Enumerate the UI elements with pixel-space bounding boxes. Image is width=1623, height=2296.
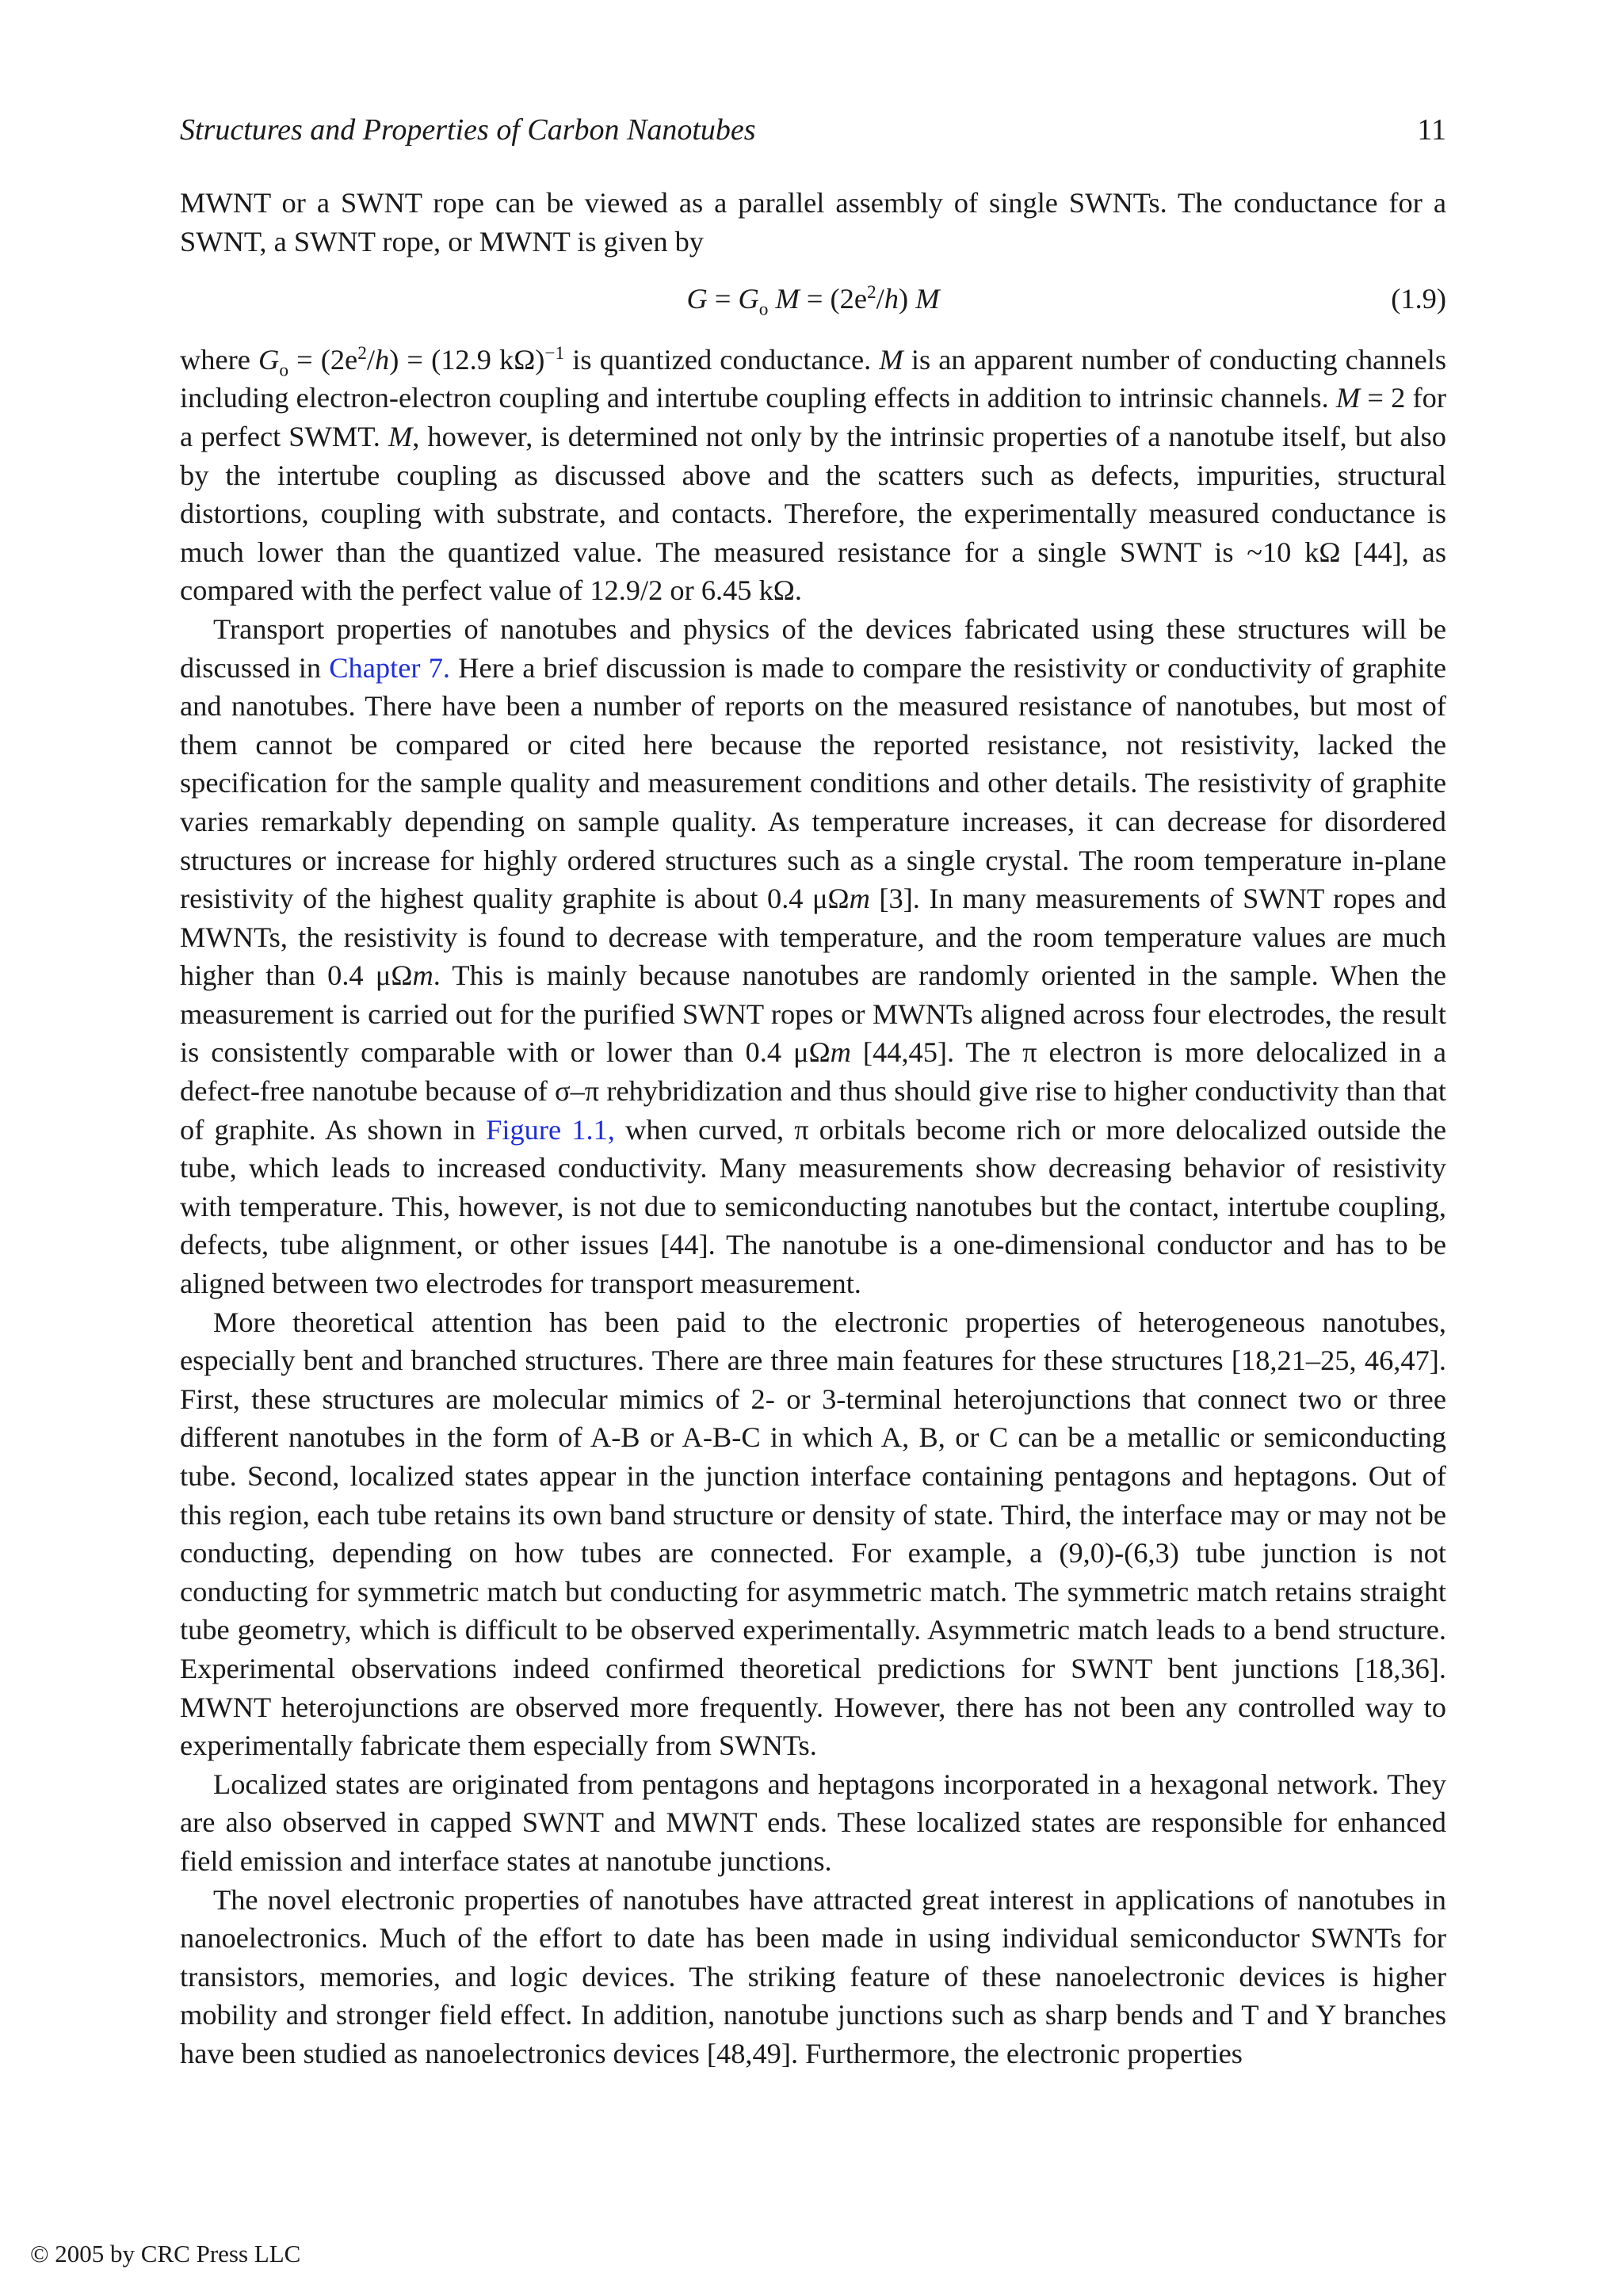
paragraph-3-text-f: when curved, π orbitals become rich or more delocalized outside the tube, which leads to increased conductivity. Many measurements show decreasing behavior of resistivity with temperature. This, however, is not due to semiconducting nanotubes but the contact, intertube coupling, defects, tube alignment, or other issues [44]. The nanotube is a one-dimensional conductor and has to be aligned between two electrodes for transport measurement.	[180, 1113, 1446, 1300]
equation-body: $G = G_o$ $M = (2e^2/h)$ M	[686, 282, 940, 320]
paragraph-5: Localized states are originated from pentagons and heptagons incorporated in a hexagonal network. They are also observed in capped SWNT and MWNT ends. These localized states are responsible for enhanced field emission and interface states at nanotube junctions.	[180, 1768, 1446, 1877]
equation-number: (1.9)	[1391, 283, 1446, 315]
copyright-footer: © 2005 by CRC Press LLC	[30, 2240, 301, 2267]
paragraph-2-text: is determined not only by the intrinsic properties of a nanotube itself, but also by the intertube coupling as discussed above and the scatters such as defects, impurities, structural distortions, coupling with substrate, and contacts. Therefore, the experimentally measured conductance is much lower than the quantized value. The measured resistance for a single SWNT is ~10 kΩ [44], as compared with the perfect value of 12.9/2 or 6.45 kΩ.	[180, 420, 1447, 607]
paragraph-3-text-a: Transport properties of nanotubes and physics of the devices fabricated using these structures will be discussed in	[180, 612, 1446, 684]
paragraph-3-text-b: Here a brief discussion is made to compare the resistivity or conductivity of graphite and nanotubes. There have been a number of reports on the measured resistance of nanotubes, but most of them cannot be compared or cited here because the reported resistance, not resistivity, lacked the specification for the sample quality and measurement conditions and other details. The resistivity of graphite varies remarkably depending on sample quality. As temperature increases, it can decrease for disordered structures or increase for highly ordered structures such as a single crystal. The room temperature in-plane resistivity of the highest quality graphite is about 0.4 μΩ	[180, 651, 1446, 915]
paragraph-4: More theoretical attention has been paid to the electronic properties of heterogeneous nanotubes, especially bent and branched structures. There are three main features for these structures [18,21–25, 46,47]. First, these structures are molecular mimics of 2- or 3-terminal heterojunctions that connect two or three different nanotubes in the form of A-B or A-B-C in which A, B, or C can be a metallic or semiconducting tube. Second, localized states appear in the junction interface containing pentagons and heptagons. Out of this region, each tube retains its own band structure or density of state. Third, the interface may or may not be conducting, depending on how tubes are connected. For example, a (9,0)-(6,3) tube junction is not conducting for symmetric match but conducting for asymmetric match. The symmetric match retains straight tube geometry, which is difficult to be observed experimentally. Asymmetric match leads to a bend structure. Experimental observations indeed confirmed theoretical predictions for SWNT bent junctions [18,36]. MWNT heterojunctions are observed more frequently. However, there has not been any controlled way to experimentally fabricate them especially from SWNTs.	[180, 1306, 1446, 1762]
paragraph-3-text-d: . This is mainly because nanotubes are randomly oriented in the sample. When the measurement is carried out for the purified SWNT ropes or MWNTs aligned across four electrodes, the result is consistently comparable with or lower than 0.4 μΩ	[180, 959, 1446, 1069]
chapter-7-link[interactable]: Chapter 7.	[329, 651, 451, 684]
paragraph-3-text-c: [3]. In many measurements of SWNT ropes and MWNTs, the resistivity is found to decrease with temperature, and the room temperature values are much higher than 0.4 μΩ	[180, 883, 1446, 992]
paragraph-3: Transport properties of nanotubes and physics of the devices fabricated using these structures will be discussed in Chapter 7. Here a brief discussion is made to compare the resistivity or conductivity of graphite and nanotubes. There have been a number of reports on the measured resistance of nanotubes, but most of them cannot be compared or cited here because the reported resistance, not resistivity, lacked the specification for the sample quality and measurement conditions and other details. The resistivity of graphite varies remarkably depending on sample quality. As temperature increases, it can decrease for disordered structures or increase for highly ordered structures such as a single crystal. The room temperature in-plane resistivity of the highest quality graphite is about 0.4 μΩm [3]. In many measurements of SWNT ropes and MWNTs, the resistivity is found to decrease with temperature, and the room temperature values are much higher than 0.4 μΩm. This is mainly because nanotubes are randomly oriented in the sample. When the measurement is carried out for the purified SWNT ropes or MWNTs aligned across four electrodes, the result is consistently comparable with or lower than 0.4 μΩm [44,45]. The π electron is more delocalized in a defect-free nanotube because of σ–π rehybridization and thus should give rise to higher conductivity than that of graphite. As shown in Figure 1.1, when curved, π orbitals become rich or more delocalized outside the tube, which leads to increased conductivity. Many measurements show decreasing behavior of resistivity with temperature. This, however, is not due to semiconducting nanotubes but the contact, intertube coupling, defects, tube alignment, or other issues [44]. The nanotube is a one-dimensional conductor and has to be aligned between two electrodes for transport measurement.	[180, 612, 1447, 1300]
figure-1-1-link[interactable]: Figure 1.1,	[486, 1113, 615, 1146]
paragraph-3-text-e: [44,45]. The π electron is more delocalized in a defect-free nanotube because of σ–π rehybridization and thus should give rise to higher conductivity than that of graphite. As shown in	[180, 1036, 1447, 1146]
paragraph-2: where $G_o = (2e^2/h) = (12.9$ kΩ)$^{-1}$ is quantized conductance. M is an apparent number of conducting channels including electron-electron coupling and intertube coupling effects in addition to intrinsic channels. M = 2 for a perfect SWMT. M, however, is determined not only by the intrinsic properties of a nanotube itself, but also by the intertube coupling as discussed above and the scatters such as defects, impurities, structural distortions, coupling with substrate, and contacts. Therefore, the experimentally measured conductance is much lower than the quantized value. The measured resistance for a single SWNT is ~10 kΩ [44], as compared with the perfect value of 12.9/2 or 6.45 kΩ.	[180, 342, 1447, 607]
body-text	[180, 184, 1446, 2073]
paragraph-6: The novel electronic properties of nanotubes have attracted great interest in applications of nanotubes in nanoelectronics. Much of the effort to date has been made in using individual semiconductor SWNTs for transistors, memories, and logic devices. The striking feature of these nanoelectronic devices is higher mobility and stronger field effect. In addition, nanotube junctions such as sharp bends and T and Y branches have been studied as nanoelectronics devices [48,49]. Furthermore, the electronic properties	[180, 1883, 1446, 2069]
page-content	[180, 111, 1446, 2073]
running-head	[180, 111, 1446, 149]
running-title: Structures and Properties of Carbon Nanotubes	[180, 113, 756, 147]
equation-1-9	[180, 280, 1446, 318]
page-number: 11	[1417, 113, 1446, 147]
paragraph-1: MWNT or a SWNT rope can be viewed as a parallel assembly of single SWNTs. The conductance for a SWNT, a SWNT rope, or MWNT is given by	[180, 187, 1446, 257]
